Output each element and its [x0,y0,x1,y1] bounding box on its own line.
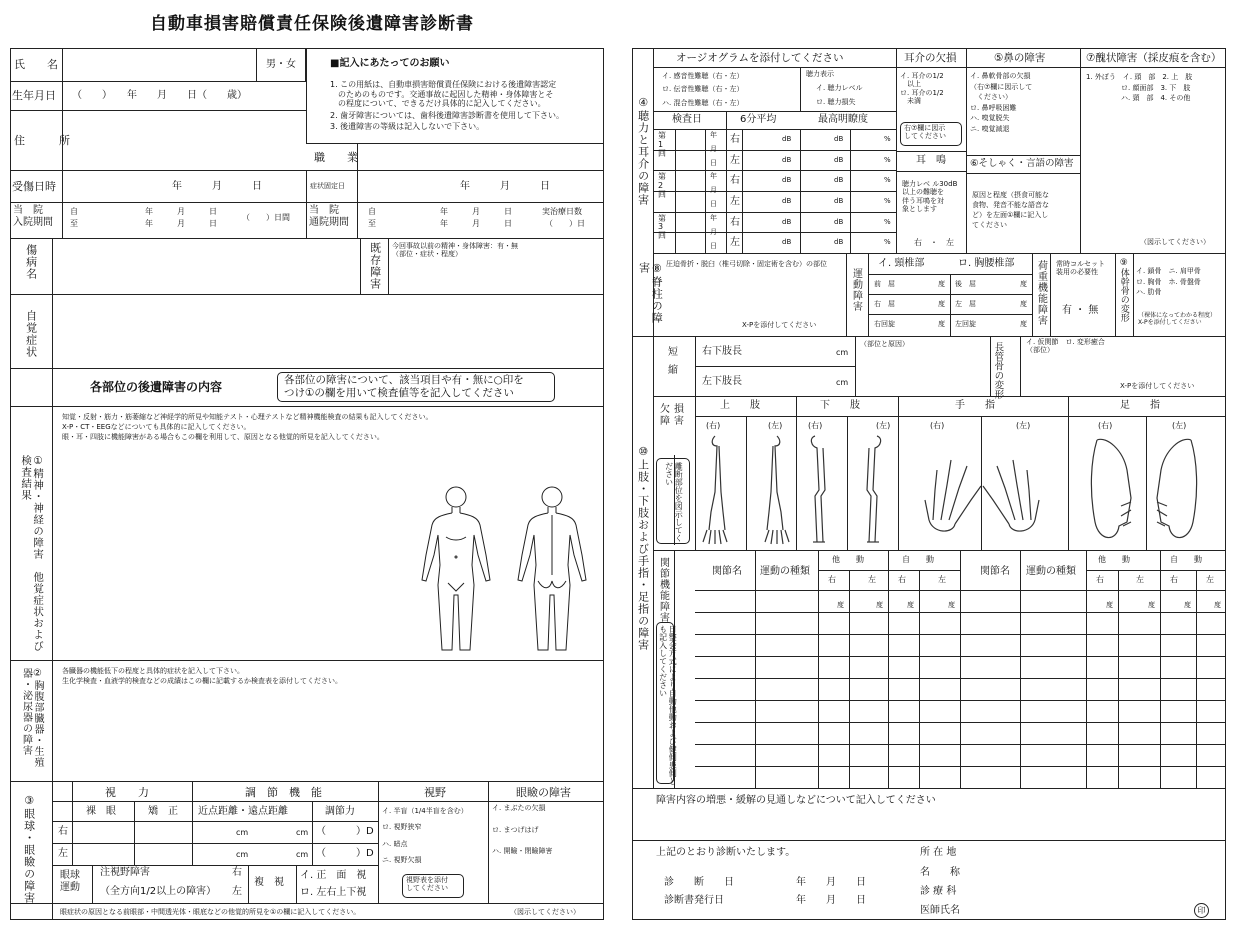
section-2-input[interactable] [55,692,600,778]
spine-flex: 前 屈 [874,280,895,288]
hearing-types: イ. 感音性難聴（右・左） ロ. 伝音性難聴（右・左） ハ. 混合性難聴（右・左） [662,72,744,107]
section-7-figure-note: （図示してください） [1140,238,1210,246]
tinnitus-rl[interactable]: 右 ・ 左 [914,238,954,247]
eye-footer: 眼症状の原因となる前眼部・中間透光体・眼底などの他覚的所見を①の欄に記入してください。 [60,908,361,916]
round-2-right: 右 [730,175,740,187]
eye-field-items: イ. 半盲（1/4半盲を含む） ロ. 視野狭窄 ハ. 暗点 ニ. 視野欠損 [382,807,468,865]
joint-label: 関節機能障害 [657,557,669,623]
round-3-left-db1[interactable]: dB [782,238,792,247]
corset-note: 常時コルセット 装用の必要性 [1056,260,1105,277]
joint-deg-3[interactable]: 度 [907,601,914,609]
spine-deg-5[interactable]: 度 [938,320,945,328]
section-8-xp: X-Pを添付してください [742,321,817,329]
section-10-label: ⑩上肢・下肢および手指・足指の障害 [636,445,650,651]
eye-vision-header: 視 力 [105,786,149,799]
movement-type-header-b: 運動の種類 [1026,566,1076,577]
visit-from-date[interactable]: 年 月 日 [440,207,512,216]
round-3-month[interactable]: 月 [710,227,717,236]
joint-col-5: 右 [1096,575,1104,584]
visit-period-label: 当 院 通院期間 [309,205,349,228]
limb-side-1: (右) [706,421,721,430]
diagnosis-date-value[interactable]: 年 月 日 [796,877,866,888]
ear-loss-items: イ. 耳介の1/2 以上 ロ. 耳介の1/2 未満 [900,72,944,106]
fixed-date-value[interactable]: 年 月 日 [460,181,550,192]
section-2-label: ②胸腹部臓器・生殖器・泌尿器の障害 [20,668,43,768]
hospital-to-date[interactable]: 年 月 日 [145,219,217,228]
joint-col-1: 右 [828,575,836,584]
hospital-period-label: 当 院 入院期間 [13,205,53,228]
actual-days-label: 実治療日数 [542,207,582,216]
hospital-to: 至 [70,219,78,228]
eye-left-label: 左 [58,848,68,859]
round-3-right: 右 [730,216,740,228]
address-input[interactable] [64,112,304,168]
org-label: 名 称 [920,867,960,878]
round-2-day[interactable]: 日 [710,200,717,209]
eye-diplopia-items: イ. 正 面 視 ロ. 左右上下視 [300,870,367,898]
prognosis-input[interactable] [656,810,1216,838]
round-3-day[interactable]: 日 [710,241,717,250]
round-1-left-db1[interactable]: dB [782,155,792,164]
eye-nearfar-header: 近点距離・遠点距離 [198,806,288,817]
symptom-input[interactable] [55,297,600,365]
joint-col-2: 左 [868,575,876,584]
injury-date-value[interactable]: 年 月 日 [172,181,262,192]
defect-label: 欠損障害 [660,404,688,427]
best-clarity-header: 最高明瞭度 [818,114,868,125]
round-2-left-db1[interactable]: dB [782,196,792,205]
six-avg-header: 6分平均 [740,114,777,125]
symptom-label: 自覚症状 [24,310,38,358]
issue-date-label: 診断書発行日 [664,895,724,906]
prognosis-note: 障害内容の増悪・緩解の見通しなどについて記入してください [656,795,936,806]
actual-days-value[interactable]: （ ）日 [545,219,585,228]
section-9-items: イ. 鎖骨 ニ. 肩甲骨 ロ. 胸骨 ホ. 骨盤骨 ハ. 肋骨 [1136,267,1201,296]
visit-to: 至 [368,219,376,228]
motion-label: 運動障害 [850,268,862,312]
eye-movement-label: 眼球 運動 [60,870,80,893]
eye-lid-items: イ. まぶたの欠損 ロ. まつげはげ ハ. 開瞼・閉瞼障害 [492,804,553,856]
limb-side-7: (右) [1098,421,1113,430]
dept-label: 診 療 科 [920,886,957,897]
eye-gaze-label: 注視野障害 [100,867,150,878]
passive-header-a: 他 動 [832,555,864,564]
corset-yesno[interactable]: 有 ・ 無 [1062,305,1099,316]
site-cause-note: （部位と原因） [860,340,909,348]
hearing-round-2: 第 2 回 [658,172,666,199]
job-input[interactable] [360,146,600,168]
round-1-right-pct[interactable]: % [884,135,891,143]
eye-naked-header: 裸 眼 [86,806,116,817]
round-2-right-pct[interactable]: % [884,176,891,185]
round-2-right-db1[interactable]: dB [782,176,792,185]
round-2-left-pct[interactable]: % [884,196,891,205]
foot-header: 足 指 [1120,400,1160,411]
name-input[interactable] [64,50,254,80]
eye-gaze-left: 左 [232,886,242,897]
exam-date-header: 検査日 [672,114,702,125]
round-1-right: 右 [730,134,740,145]
eye-figure-note: （図示してください） [510,908,580,916]
defect-note: 離断部位を図示してください [664,462,684,542]
spine-deg-6[interactable]: 度 [1020,320,1027,328]
round-1-left: 左 [730,154,740,166]
right-leg-length: 右下肢長 [702,346,742,357]
round-3-left: 左 [730,237,740,249]
spine-rflex: 右 屈 [874,300,895,308]
joint-name-header-b: 関節名 [980,566,1010,577]
body-diagram-image [412,485,598,655]
job-label: 職 業 [314,151,358,164]
eye-accommodation-header: 調 節 機 能 [245,786,322,799]
audiogram-note: オージオグラムを添付してください [676,52,844,64]
eye-gaze-note: （全方向1/2以上の障害） [100,886,217,897]
long-bone-label: 長管骨の変形 [992,342,1004,399]
hearing-display: 聴力表示 [806,70,834,78]
round-2-month[interactable]: 月 [710,186,717,195]
round-1-month[interactable]: 月 [710,145,717,153]
visit-from: 自 [368,207,376,216]
round-3-right-db1[interactable]: dB [782,217,792,226]
section-note: 各部位の障害について、該当項目や有・無に○印を つけ①の欄を用いて検査値等を記入してください [284,374,524,399]
address-label: 住 所 [14,134,74,147]
passive-header-b: 他 動 [1098,555,1130,564]
birth-label: 生年月日 [12,89,56,102]
disease-input[interactable] [55,241,355,291]
joint-name-header-a: 関節名 [712,566,742,577]
load-label: 荷重機能障害 [1035,260,1047,326]
name-label: 氏 名 [14,58,58,71]
thoracolumbar-label: ロ. 胸腰椎部 [958,258,1015,269]
round-1-left-db2[interactable]: dB [834,155,844,164]
movement-type-header-a: 運動の種類 [760,566,810,577]
joint-deg-5[interactable]: 度 [1106,601,1113,609]
spine-ext: 後 屈 [955,280,976,288]
joint-deg-7[interactable]: 度 [1184,601,1191,609]
hospital-from-date[interactable]: 年 月 日 [145,207,217,216]
birth-fields[interactable]: （ ） 年 月 日（ 歳） [72,90,247,101]
eye-left-cm-1[interactable]: cm [236,850,249,859]
sex-select[interactable]: 男・女 [266,59,296,70]
spine-rrot: 右回旋 [874,320,895,328]
joint-col-6: 左 [1136,575,1144,584]
round-2-left-db2[interactable]: dB [834,196,844,205]
round-3-left-pct[interactable]: % [884,238,891,247]
cervical-label: イ. 頸椎部 [878,258,925,269]
section-1-input[interactable] [55,450,415,655]
section-9-label: ⑨体幹骨の変形 [1118,258,1129,322]
round-3-right-db2[interactable]: dB [834,217,844,226]
eye-field-chart-note: 視野表を添付 してください [406,876,448,893]
joint-deg-8[interactable]: 度 [1214,601,1221,609]
section-8-note: 圧迫骨折・脱臼（椎弓切除・固定術を含む）の部位 [666,260,827,268]
round-1-year[interactable]: 年 [710,131,717,139]
section-6-text: 原因と程度（摂食可能な 食物、発音不能な語音な ど）を左面①欄に記入し てください [972,191,1049,230]
round-1-day[interactable]: 日 [710,159,717,167]
limb-side-2: (左) [768,421,783,430]
section-1-note: 知覚・反射・筋力・筋萎縮など神経学的所見や知能テスト・心理テストなど精神機能検査の結果も記入してください。 X-P・CT・EEGなどについても具体的に記入してください。 眼・耳・四肢に機能障害がある場合もこの欄を利用して、原因となる他覚的所見を記入してください。 [62,413,433,441]
eye-diplopia-label: 複 視 [254,877,284,888]
upper-limb-header: 上 肢 [720,400,760,411]
round-1-left-pct[interactable]: % [884,155,891,164]
shortening-label: 短 縮 [668,347,678,376]
spine-deg-3[interactable]: 度 [938,300,945,308]
hearing-round-1: 第 1 回 [658,131,666,158]
eye-left-cm-2[interactable]: cm [296,850,309,859]
address-label-right: 所 在 地 [920,847,957,858]
existing-text[interactable]: 今回事故以前の精神・身体障害：有・無 （部位・症状・程度） [392,242,518,259]
eye-acc-power-header: 調節力 [325,806,355,817]
eye-corrected-header: 矯 正 [148,806,178,817]
spine-deg-2[interactable]: 度 [1020,280,1027,288]
joint-deg-4[interactable]: 度 [948,601,955,609]
joint-note: 日整会方式により自動他動および健側患側とも記入してください [658,625,678,785]
hospital-from: 自 [70,207,78,216]
joint-deg-2[interactable]: 度 [876,601,883,609]
section-5-items: イ. 鼻軟骨部の欠損 （右⑦欄に図示して ください） ロ. 鼻呼吸困難 ハ. 嗅覚脱失 ニ. 嗅覚減退 [970,72,1033,133]
section-1-label: ①精神・神経の障害 他覚症状および検査結果 [20,455,45,652]
round-3-year[interactable]: 年 [710,213,717,222]
section-3-label: ③眼球・眼瞼の障害 [22,794,36,904]
joint-col-7: 右 [1170,575,1178,584]
active-header-b: 自 動 [1170,555,1202,564]
eye-field-header: 視野 [424,786,446,799]
section-5-header: ⑤鼻の障害 [994,52,1046,64]
eye-right-cm-1[interactable]: cm [236,828,249,837]
diagnosis-date-label: 診 断 日 [664,877,734,888]
long-bone-items: イ. 仮関節 ロ. 変形癒合 （部位） [1026,338,1105,355]
joint-deg-6[interactable]: 度 [1148,601,1155,609]
round-2-year[interactable]: 年 [710,172,717,181]
spine-deg-1[interactable]: 度 [938,280,945,288]
eye-lid-header: 眼瞼の障害 [516,786,571,799]
disease-label: 傷病名 [24,244,38,280]
eye-right-cm-2[interactable]: cm [296,828,309,837]
fixed-date-label: 症状固定日 [310,182,345,190]
limb-bones-image [697,430,1225,548]
doctor-label: 医師氏名 [920,905,960,916]
limb-side-5: (右) [930,421,945,430]
eye-left-d[interactable]: （ ）D [316,848,374,859]
joint-col-3: 右 [898,575,906,584]
round-2-right-db2[interactable]: dB [834,176,844,185]
hearing-round-3: 第 3 回 [658,213,666,241]
eye-right-d[interactable]: （ ）D [316,826,374,837]
form-title: 自動車損害賠償責任保険後遺障害診断書 [150,14,474,34]
eye-gaze-right: 右 [232,867,242,878]
active-header-a: 自 動 [902,555,934,564]
spine-lrot: 左回旋 [955,320,976,328]
limb-side-4: (左) [876,421,891,430]
tinnitus-note: 聴力レベ ル30dB 以上の難聴を 伴う耳鳴を対 象とします [902,180,958,214]
limb-side-6: (左) [1016,421,1031,430]
notice-title: ■記入にあたってのお願い [330,58,450,69]
section-title: 各部位の後遺障害の内容 [90,380,223,394]
section-7-items: 1. 外ぼう イ. 頭 部 2. 上 肢 ロ. 顔面部 3. 下 肢 ハ. 頸 部 4. その他 [1086,73,1193,102]
section-2-note: 各臓器の機能低下の程度と具体的症状を記入して下さい。 生化学検査・血液学的検査などの成績はこの欄に記載するか検査表を添付してください。 [62,667,342,685]
hearing-loss: ロ. 聴力損失 [816,98,856,106]
left-leg-length: 左下肢長 [702,376,742,387]
notice-item-1: 1. この用紙は、自動車損害賠償責任保険における後遺障害認定 のためのものです。交通事故に起因した精神・身体障害とそ の程度について、できるだけ具体的に記入してください。 [330,80,557,109]
spine-lflex: 左 屈 [955,300,976,308]
lower-limb-header: 下 肢 [820,400,860,411]
section-7-header: ⑦醜状障害（採皮痕を含む） [1086,52,1222,64]
joint-col-4: 左 [938,575,946,584]
section-8-label: ⑧脊柱の障害 [637,262,664,324]
section-4-label: ④聴力と耳介の障害 [636,96,650,206]
ear-loss-header: 耳介の欠損 [904,52,957,64]
right-leg-cm[interactable]: cm [836,348,849,357]
hand-header: 手 指 [955,400,995,411]
diagnosis-statement: 上記のとおり診断いたします。 [656,847,796,858]
notice-item-3: 3. 後遺障害の等級は記入しないで下さい。 [330,122,485,131]
round-3-right-pct[interactable]: % [884,217,891,226]
seal-icon: 印 [1194,903,1209,918]
existing-label: 既存障害 [368,242,382,290]
long-bone-xp: X-Pを添付してください [1120,382,1195,390]
tinnitus-header: 耳 鳴 [916,155,946,166]
joint-deg-1[interactable]: 度 [837,601,844,609]
eye-right-label: 右 [58,826,68,837]
round-3-left-db2[interactable]: dB [834,238,844,247]
notice-item-2: 2. 歯牙障害については、歯科後遺障害診断書を使用して下さい。 [330,111,565,120]
hearing-level: イ. 聴力レベル [816,84,863,92]
hospital-days[interactable]: （ ）日間 [242,213,290,222]
spine-deg-4[interactable]: 度 [1020,300,1027,308]
joint-col-8: 左 [1206,575,1214,584]
injury-date-label: 受傷日時 [12,180,56,193]
ear-note: 右⑦欄に図示 してください [904,124,946,141]
left-leg-cm[interactable]: cm [836,378,849,387]
limb-side-8: (左) [1172,421,1187,430]
visit-to-date[interactable]: 年 月 日 [440,219,512,228]
limb-side-3: (右) [808,421,823,430]
section-6-header: ⑥そしゃく・言語の障害 [970,158,1074,169]
issue-date-value[interactable]: 年 月 日 [796,895,866,906]
round-1-right-db1[interactable]: dB [782,135,792,143]
section-9-note: （裸体になってわかる程度） X-Pを添付してください [1138,312,1217,327]
round-2-left: 左 [730,195,740,207]
round-1-right-db2[interactable]: dB [834,135,844,143]
